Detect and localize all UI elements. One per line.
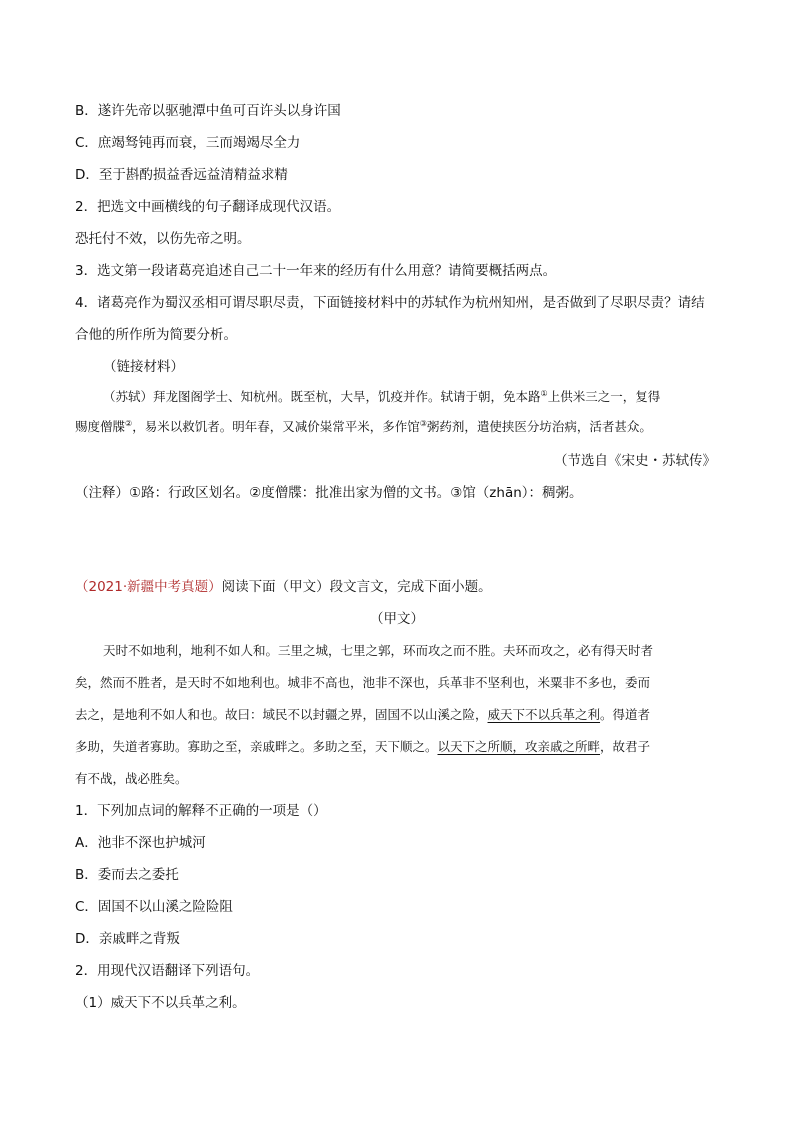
- passage-line-4: 多助，失道者寡助。寡助之至，亲戚畔之。多助之至，天下顺之。以天下之所顺，攻亲戚之所畔，故君子: [75, 739, 651, 754]
- annotation: （注释）①路：行政区划名。②度僧牒：批准出家为僧的文书。③馆（zhān）：稠粥。: [75, 485, 583, 501]
- footnote-marker-2: ②: [125, 419, 133, 428]
- question-4-line-2: 合他的所作所为简要分析。: [75, 327, 237, 343]
- question-2-item-1: （1）威天下不以兵革之利。: [75, 995, 246, 1011]
- passage-title: （甲文）: [370, 611, 424, 627]
- question-1: 1．下列加点词的解释不正确的一项是（）: [75, 803, 327, 819]
- passage-line-2: 矣，然而不胜者，是天时不如地利也。城非不高也，池非不深也，兵革非不坚利也，米粟非不多也，委而: [75, 675, 651, 690]
- link-material-title: （链接材料）: [103, 359, 184, 375]
- question-intro: 阅读下面（甲文）段文言文，完成下面小题。: [221, 579, 492, 595]
- question-2: 2．把选文中画横线的句子翻译成现代汉语。: [75, 199, 341, 215]
- option-b: B．遂许先帝以驱驰潭中鱼可百许头以身许国: [75, 103, 341, 119]
- link-material-line-2: 赐度僧牒②，易米以救饥者。明年春，又减价粜常平米，多作馆③粥药剂，遣使挟医分坊治病，活者甚众。: [75, 419, 652, 434]
- option-d: D．亲戚畔之背叛: [75, 931, 180, 947]
- question-2-sentence: 恐托付不效，以伤先帝之明。: [75, 231, 251, 247]
- passage-line-3: 去之，是地利不如人和也。故曰：域民不以封疆之界，固国不以山溪之险，威天下不以兵革之利。得道者: [75, 707, 651, 722]
- underlined-sentence-1: 威天下不以兵革之利: [487, 707, 601, 722]
- option-a: A．池非不深也护城河: [75, 835, 206, 851]
- footnote-marker-1: ①: [540, 389, 548, 398]
- option-b: B．委而去之委托: [75, 867, 179, 883]
- question-header: [75, 578, 492, 596]
- footnote-marker-3: ③: [419, 419, 427, 428]
- link-material-line-1: （苏轼）拜龙图阁学士、知杭州。既至杭，大旱，饥疫并作。轼请于朝，免本路①上供米三之一，复得: [103, 389, 661, 404]
- passage-line-5: 有不战，战必胜矣。: [75, 771, 188, 786]
- underlined-sentence-2: 以天下之所顺，攻亲戚之所畔: [437, 739, 601, 754]
- passage-line-1: 天时不如地利，地利不如人和。三里之城，七里之郭，环而攻之而不胜。夫环而攻之，必有得天时者: [103, 643, 654, 658]
- source-tag: （2021·新疆中考真题）: [75, 579, 222, 595]
- question-4-line-1: 4．诸葛亮作为蜀汉丞相可谓尽职尽责，下面链接材料中的苏轼作为杭州知州，是否做到了尽职尽责？请结: [75, 295, 705, 311]
- link-material-source: （节选自《宋史・苏轼传》: [554, 453, 716, 469]
- question-2: 2．用现代汉语翻译下列语句。: [75, 963, 260, 979]
- question-3: 3．选文第一段诸葛亮追述自己二十一年来的经历有什么用意？请简要概括两点。: [75, 263, 557, 279]
- option-d: D．至于斟酌损益香远益清精益求精: [75, 167, 288, 183]
- option-c: C．庶竭驽钝再而衰，三而竭竭尽全力: [75, 135, 301, 151]
- option-c: C．固国不以山溪之险险阻: [75, 899, 233, 915]
